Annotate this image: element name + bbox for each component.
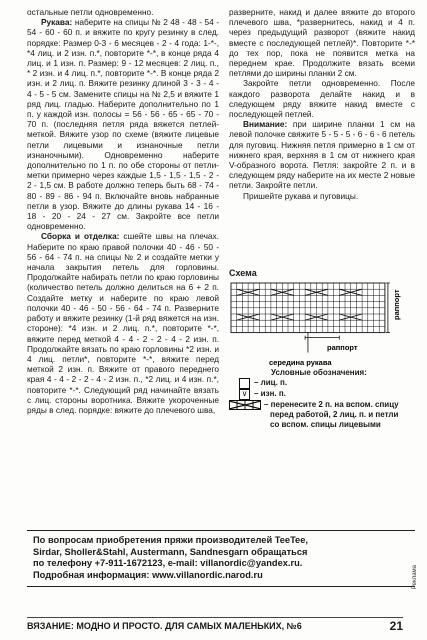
right-paragraph [229,78,415,119]
left-heading: Рукава: [41,17,73,28]
left-paragraph [27,17,219,231]
rapport-bottom-label: раппорт [327,343,358,352]
legend-cross-line-3: со вспом. спицы лицевыми [270,420,381,429]
magazine-title: ВЯЗАНИЕ: МОДНО И ПРОСТО. ДЛЯ САМЫХ МАЛЕНЬКИХ, №6 [27,621,302,631]
left-text-column [27,7,219,415]
left-text: наберите на спицы № 2 48 - 48 - 54 - 54 - 60 - 60 п. и вяжите по кругу резинку в след. порядке: Размер 0-3 - 6 месяцев - 2 - 4 года: 1-*-, *4 лиц. и 2 изн. п.*, повторите *-*, в конце ряда 4 лиц. и 1 изн. п. Размер: 9 - 12 месяцев: 2 лиц. п., * 2 изн. и 4 лиц. п.*, повторите *-*. В конце ряда 2 изн. и 2 лиц. п. Вяжите резинку длиной 3 - 3 - 4 - 4 - 5 - 5 см. Замените спицы на № 2,5 и вяжите 1 ряд лиц. гладью. Наберите дополнительно по 1 п. у каждой изн. полосы = 56 - 56 - 65 - 65 - 70 - 70 п. (последняя петля ряда вяжется петлей-меткой. Вяжите узор по схеме (вяжите лицевые петли лицевыми и изнаночные петли изнаночными). Одновременно наберите дополнительно по 1 п. по обе стороны от петли-метки примерно через каждые 1,5 - 1,5 - 1,5 - 2 - 2 - 1,5 см. В работе должно теперь быть 68 - 74 - 80 - 89 - 86 - 94 п. Включайте вновь набранные петли в узор. Вяжите до длины рукава 14 - 16 - 18 - 20 - 24 - 27 см. Закройте все петли одновременно. [27,17,219,232]
right-paragraph [229,7,415,78]
left-heading: Сборка и отделка: [41,231,120,242]
legend-cross [229,400,419,430]
chart-legend [229,368,419,430]
sleeve-middle-label: середина рукава [269,358,332,367]
right-heading: Внимание: [243,119,288,130]
legend-cross-line-1: – перенесите 2 п. на вспом. спицу [264,400,399,409]
info-line-3: по телефону +7-911-1672123, e-mail: villanordic@yandex.ru. [33,558,303,568]
page-number: 21 [389,619,403,633]
right-text: Закройте петли одновременно. После каждого разворота делайте накид и в следующем ряду вяжите накид вместе с последующей петлей. [229,78,415,120]
right-text: при ширине планки 1 см на левой полочке свяжите 5 - 5 - 5 - 6 - 6 - 6 петель для пуговиц. Нижняя петля примерно в 1 см от нижнего края, верхняя в 1 см от нижнего края V-образного ворота. Петля: закройте 2 п. и в следующем ряду наберите на их месте 2 новые петли. Закройте петли. [229,119,415,191]
legend-purl-label: – изн. п. [254,389,286,398]
right-paragraph [229,119,415,190]
legend-purl [239,389,419,400]
legend-title: Условные обозначения: [271,368,367,377]
knit-stitch-symbol [239,378,250,389]
right-text: разверните, накид и далее вяжите до второго плечевого шва, *развернитесь, накид и 4 п. через предыдущий разворот (вяжите накид вместе с последующей петлей)*. Повторите *-* до тех пор, пока не появится метка на переднем крае. Продолжите вязать всеми петлями до ширины планки 2 см. [229,7,415,79]
info-line-1: По вопросам приобретения пряжи производителей TeeTee, [33,535,308,545]
right-text: Пришейте рукава и пуговицы. [243,190,359,201]
legend-cross-line-2: перед работой, 2 лиц. п. и петли [270,410,399,419]
purl-stitch-symbol: ∨ [239,389,250,400]
left-paragraph [27,7,219,17]
right-paragraph [229,191,415,201]
schema-title: Схема [229,268,257,278]
knitting-chart [229,268,419,368]
info-line-2: Sirdar, Sholler&Stahl, Austermann, Sandnesgarn обращаться [33,546,308,557]
page-footer [27,617,403,631]
yarn-supplier-box [27,530,415,587]
left-paragraph [27,231,219,415]
knitting-chart-grid [229,268,419,368]
right-text-column [229,7,415,201]
left-text: сшейте швы на плечах. Наберите по краю правой полочки 40 - 46 - 50 - 56 - 64 - 74 п. на спицы № 2 и создайте метки у начала закрытия петель для горловины. Продолжайте набирать петли по краю горловины (количество петель должно делиться на 6 + 2 п. Создайте метку и наберите по краю левой полочки 40 - 46 - 50 - 56 - 64 - 74 п. Разверните работу и вяжите резинку (1-й ряд вяжется на изн. стороне): *4 изн. и 2 лиц. п.*, повторите *-*, вяжите перед меткой 4 - 4 - 2 - 2 - 4 - 2 изн. п. Продолжайте вязать по краю горловины *2 изн. и 4 лиц. петли*, повторите *-*, вяжите перед меткой 2 изн. п. Вяжите от правого переднего края 4 - 4 - 2 - 2 - 4 - 2 изн. п., *2 лиц. и 4 изн. п.*, повторите *-*. Следующий ряд начинайте вязать с лиц. стороны воротника. Вяжите укороченные ряды в след. порядке: вяжите до плечевого шва, [27,231,219,415]
cable-cross-symbol [229,400,261,410]
legend-knit [239,378,419,389]
left-text: остальные петли одновременно. [27,7,154,17]
info-line-4: Подробная информация: www.villanordic.narod.ru [33,569,263,580]
rapport-side-label: раппорт [392,289,401,320]
advert-label: Реклама [412,565,418,590]
legend-knit-label: – лиц. п. [254,378,288,387]
